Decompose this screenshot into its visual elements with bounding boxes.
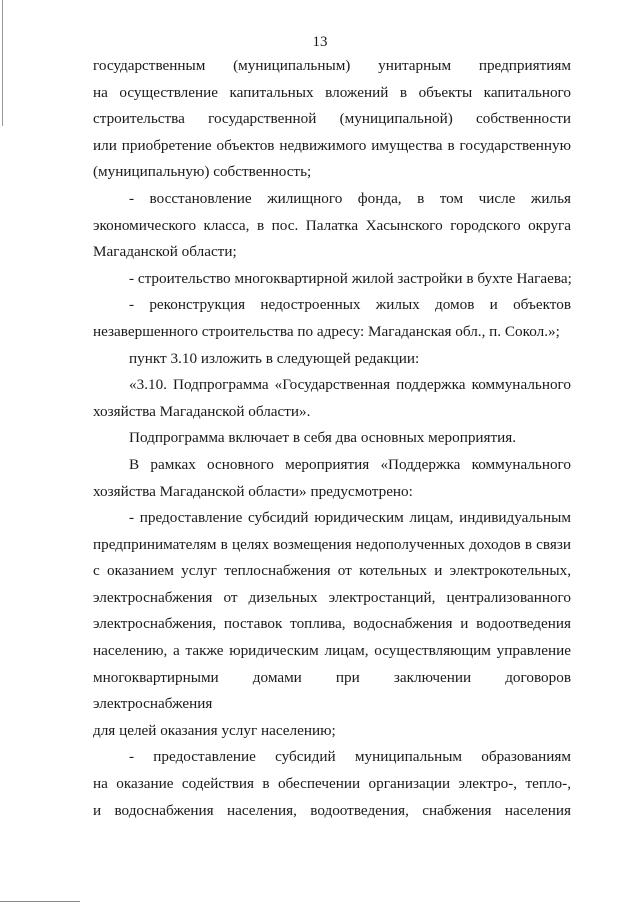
bottom-rule xyxy=(0,901,80,902)
text-line: - строительство многоквартирной жилой застройки в бухте Нагаева; xyxy=(129,269,572,287)
text-line: В рамках основного мероприятия «Поддержка коммунального xyxy=(129,455,571,473)
paragraph xyxy=(93,505,571,744)
text-line: на оказание содействия в обеспечении организации электро-, тепло-, xyxy=(93,775,571,793)
text-line: государственным (муниципальным) унитарным предприятиям xyxy=(93,57,571,74)
text-line: «3.10. Подпрограмма «Государственная поддержка коммунального xyxy=(129,376,571,394)
paragraph xyxy=(93,266,571,293)
text-line: населению, а также юридическим лицам, осуществляющим управление xyxy=(93,642,571,660)
paragraph xyxy=(93,452,571,505)
text-line: или приобретение объектов недвижимого имущества в государственную xyxy=(93,136,571,154)
text-line: пункт 3.10 изложить в следующей редакции: xyxy=(129,349,420,367)
paragraph xyxy=(93,53,571,186)
text-line: на осуществление капитальных вложений в объекты капитального xyxy=(93,83,571,101)
text-line: для целей оказания услуг населению; xyxy=(93,721,336,739)
paragraph xyxy=(93,425,571,452)
paragraph xyxy=(93,186,571,266)
text-line: Магаданской области; xyxy=(93,243,237,261)
text-line: электроснабжения от дизельных электростанций, централизованного xyxy=(93,588,571,606)
page-number: 13 xyxy=(312,34,328,50)
text-line: - предоставление субсидий юридическим лицам, индивидуальным xyxy=(129,509,571,527)
text-line: экономического класса, в пос. Палатка Хасынского городского округа xyxy=(93,216,571,234)
text-line: строительства государственной (муниципальной) собственности xyxy=(93,110,571,128)
paragraph xyxy=(93,372,571,425)
margin-line xyxy=(2,0,3,126)
text-line: Подпрограмма включает в себя два основных мероприятия. xyxy=(129,429,517,447)
text-line: - предоставление субсидий муниципальным образованиям xyxy=(129,748,571,766)
text-line: электроснабжения, поставок топлива, водоснабжения и водоотведения xyxy=(93,615,571,633)
text-line: и водоснабжения населения, водоотведения, снабжения населения xyxy=(93,801,571,819)
text-line: - реконструкция недостроенных жилых домов и объектов xyxy=(129,296,571,314)
text-line: - восстановление жилищного фонда, в том числе жилья xyxy=(129,189,571,207)
paragraph xyxy=(93,292,571,345)
text-line: хозяйства Магаданской области» предусмотрено: xyxy=(93,482,413,500)
text-line: многоквартирными домами при заключении договоров электроснабжения xyxy=(93,668,571,713)
text-line: незавершенного строительства по адресу: Магаданская обл., п. Сокол.»; xyxy=(93,322,560,340)
text-line: с оказанием услуг теплоснабжения от котельных и электрокотельных, xyxy=(93,562,571,580)
paragraph xyxy=(93,346,571,373)
document-body xyxy=(93,53,571,824)
text-line: предпринимателям в целях возмещения недополученных доходов в связи xyxy=(93,535,571,553)
paragraph xyxy=(93,744,571,824)
text-line: (муниципальную) собственность; xyxy=(93,163,312,181)
text-line: хозяйства Магаданской области». xyxy=(93,402,311,420)
